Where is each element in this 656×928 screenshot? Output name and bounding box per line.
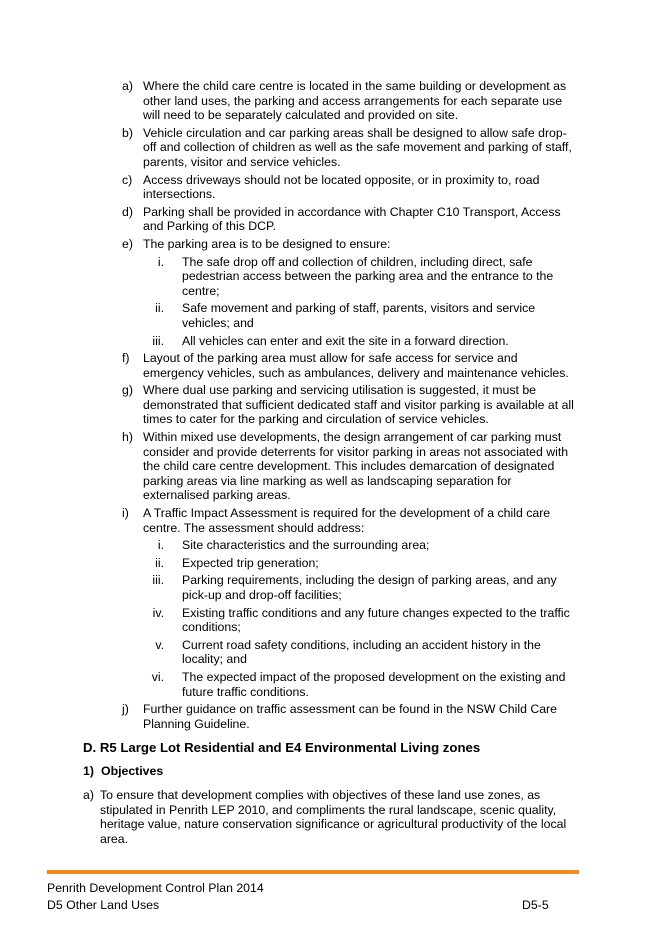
list-item	[0, 126, 579, 170]
list-text: A Traffic Impact Assessment is required for the development of a child care centre. The assessment should address:	[143, 506, 551, 535]
footer-document-title: Penrith Development Control Plan 2014	[47, 881, 264, 895]
list-text: Where dual use parking and servicing utilisation is suggested, it must be demonstrated that sufficient dedicated staff and visitor parking is available at all times to cater for the parking and circulation of service vehicles.	[143, 383, 574, 427]
list-marker: vi.	[151, 669, 164, 684]
list-marker: iv.	[152, 605, 164, 620]
footer-divider	[47, 870, 579, 874]
list-marker: c)	[122, 172, 133, 187]
list-item	[0, 351, 579, 380]
list-marker: v.	[155, 637, 164, 652]
list-text: Further guidance on traffic assessment can be found in the NSW Child Care Planning Guideline.	[143, 702, 557, 731]
sub-list-item	[0, 638, 579, 667]
list-marker: d)	[122, 204, 133, 219]
list-marker: j)	[122, 702, 129, 717]
list-text: The expected impact of the proposed development on the existing and future traffic conditions.	[182, 669, 566, 699]
list-item	[0, 79, 579, 123]
sub-list-item	[0, 301, 579, 330]
list-text: The parking area is to be designed to ensure:	[143, 236, 391, 251]
list-marker: ii.	[155, 301, 164, 316]
list-marker: g)	[122, 383, 133, 398]
list-text: Where the child care centre is located in the same building or development as other land uses, the parking and access arrangements for each separate use will need to be separately calculated and provided on site.	[143, 79, 567, 123]
list-text: Safe movement and parking of staff, parents, visitors and service vehicles; and	[182, 301, 536, 330]
sub-list-item	[0, 538, 579, 553]
list-marker: a)	[83, 788, 94, 802]
list-marker: h)	[122, 430, 133, 445]
list-marker: ii.	[155, 555, 164, 570]
objectives-list	[0, 788, 656, 846]
list-marker: i.	[157, 254, 164, 269]
list-text: All vehicles can enter and exit the site in a forward direction.	[182, 333, 509, 348]
list-marker: i.	[157, 538, 164, 553]
list-text: Existing traffic conditions and any future changes expected to the traffic conditions;	[182, 605, 570, 635]
list-item	[0, 788, 570, 846]
list-text: Current road safety conditions, including an accident history in the locality; and	[182, 637, 541, 667]
list-text: Within mixed use developments, the design arrangement of car parking must consider and provide deterrents for visitor parking in areas not associated with the child care centre development. This includes demarcation of designated parking areas via line marking as well as landscaping separation for externalised parking areas.	[143, 430, 569, 503]
subsection-number: 1)	[83, 764, 94, 778]
list-text: Access driveways should not be located opposite, or in proximity to, road intersections.	[143, 172, 540, 202]
list-item	[0, 506, 579, 535]
sub-list-item	[0, 556, 579, 571]
list-marker: e)	[122, 236, 133, 251]
subsection-title: Objectives	[101, 764, 164, 778]
footer-chapter-title: D5 Other Land Uses	[47, 898, 160, 912]
list-item	[0, 237, 579, 252]
page-number: D5-5	[522, 898, 549, 912]
list-text: Parking requirements, including the design of parking areas, and any pick-up and drop-off facilities;	[182, 573, 557, 602]
list-text: Vehicle circulation and car parking areas shall be designed to allow safe drop-off and collection of children as well as the safe movement and parking of staff, parents, visitor and service vehicles.	[143, 125, 572, 169]
list-marker: f)	[122, 351, 130, 366]
list-text: Site characteristics and the surrounding area;	[182, 538, 430, 553]
list-item	[0, 430, 579, 503]
list-text: Layout of the parking area must allow for safe access for service and emergency vehicles, such as ambulances, delivery and maintenance vehicles.	[143, 351, 569, 380]
sub-list-item	[0, 255, 579, 299]
list-text: To ensure that development complies with objectives of these land use zones, as stipulated in Penrith LEP 2010, and compliments the rural landscape, scenic quality, heritage value, nature conservation significance or agricultural productivity of the local area.	[100, 788, 567, 846]
list-item	[0, 383, 579, 427]
section-heading: D. R5 Large Lot Residential and E4 Environmental Living zones	[83, 740, 481, 755]
list-text: The safe drop off and collection of children, including direct, safe pedestrian access between the parking area and the entrance to the centre;	[182, 254, 554, 298]
sub-list-item	[0, 334, 579, 349]
subsection-heading	[83, 764, 163, 779]
parking-requirements-list	[0, 79, 656, 734]
list-item	[0, 173, 579, 202]
sub-list-item	[0, 606, 579, 635]
list-marker: iii.	[152, 573, 164, 588]
list-text: Expected trip generation;	[182, 555, 319, 570]
list-text: Parking shall be provided in accordance with Chapter C10 Transport, Access and Parking of this DCP.	[143, 204, 561, 234]
list-marker: a)	[122, 79, 133, 93]
sub-list-item	[0, 573, 579, 602]
list-item	[0, 205, 579, 234]
list-marker: i)	[122, 506, 129, 521]
list-marker: b)	[122, 125, 133, 140]
sub-list-item	[0, 670, 579, 699]
list-item	[0, 702, 579, 731]
list-marker: iii.	[152, 333, 164, 348]
